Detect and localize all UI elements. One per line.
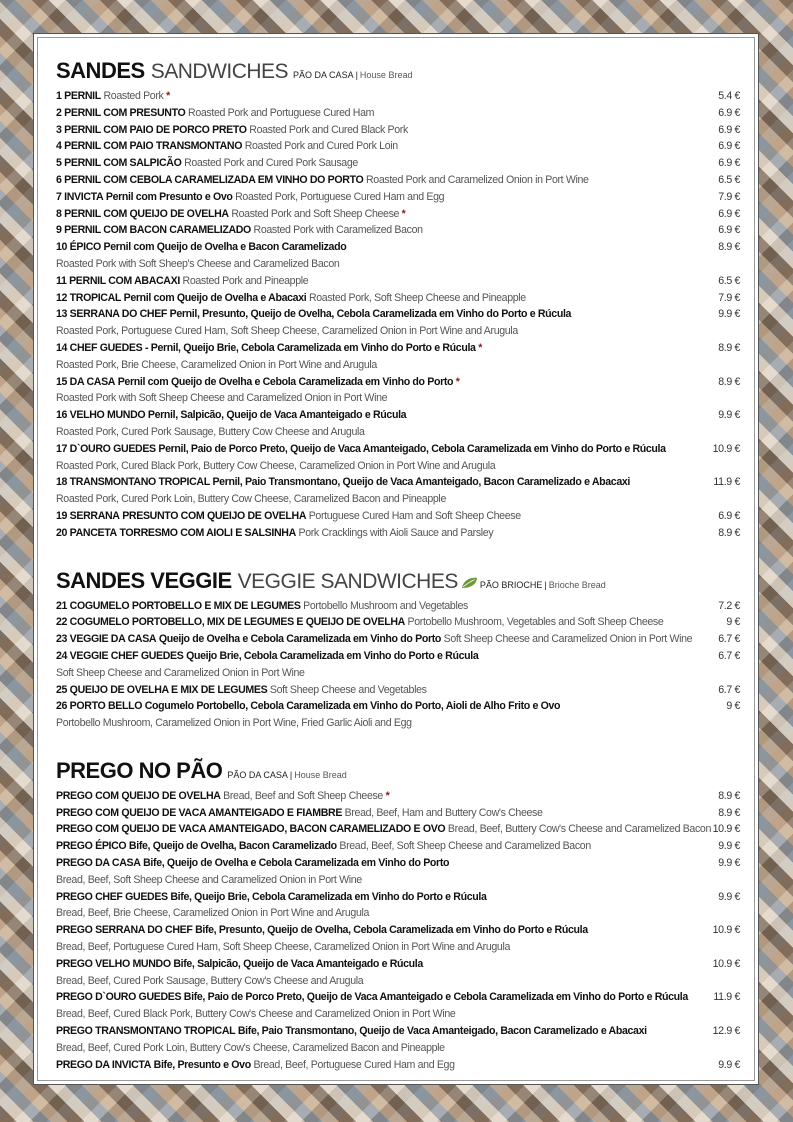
item-name: 14 CHEF GUEDES: [56, 341, 143, 354]
menu-item: [56, 682, 740, 699]
item-description-en: Bread, Beef and Soft Sheep Cheese: [223, 789, 383, 802]
menu-item: [56, 189, 740, 206]
item-name: PREGO SERRANA DO CHEF: [56, 924, 193, 937]
menu-item: [56, 631, 740, 648]
bread-type-pt: PÃO BRIOCHE: [479, 579, 543, 590]
item-description-pt: Bife, Paio Transmontano, Queijo de Vaca Amanteigado, Bacon Caramelizado e Abacaxi: [237, 1025, 647, 1038]
item-price: 10.9 €: [712, 957, 740, 970]
item-description-en: Roasted Pork with Soft Sheep Cheese and Caramelized Onion in Port Wine: [56, 392, 388, 405]
item-price: 6.7 €: [718, 649, 740, 662]
item-description-en: Bread, Beef, Cured Pork Sausage, Buttery Cow's Cheese and Arugula: [56, 974, 364, 987]
item-price: 7.9 €: [718, 291, 740, 304]
item-name: PREGO COM QUEIJO DE VACA AMANTEIGADO, BACON CARAMELIZADO E OVO: [56, 823, 446, 836]
menu-panel: [33, 33, 759, 1085]
item-list-sandes: [56, 88, 740, 542]
item-description-en: Bread, Beef, Soft Sheep Cheese and Caramelized Onion in Port Wine: [56, 873, 362, 886]
item-price: 9.9 €: [718, 1058, 740, 1071]
item-name: PREGO DA INVICTA: [56, 1058, 152, 1071]
menu-item: [56, 340, 740, 357]
item-price: 6.7 €: [718, 683, 740, 696]
item-name: PREGO ÉPICO: [56, 840, 127, 853]
item-name: 21 COGUMELO PORTOBELLO E MIX DE LEGUMES: [56, 599, 301, 612]
item-name: 6 PERNIL COM CEBOLA CARAMELIZADA EM VINHO DO PORTO: [56, 173, 364, 186]
menu-item: [56, 648, 740, 665]
item-description-pt: Pernil, Paio Transmontano, Queijo de Vaca Amanteigado, Bacon Caramelizado e Abacaxi: [212, 476, 631, 489]
item-name: 3 PERNIL COM PAIO DE PORCO PRETO: [56, 123, 247, 136]
item-price: 6.9 €: [718, 224, 740, 237]
item-name: 19 SERRANA: [56, 509, 120, 522]
item-name: 24 VEGGIE CHEF GUEDES: [56, 649, 184, 662]
menu-item: [56, 155, 740, 172]
item-description-en: Pork Cracklings with Aioli Sauce and Parsley: [298, 526, 494, 539]
item-price: 7.9 €: [718, 190, 740, 203]
item-price: 9 €: [726, 616, 740, 629]
item-description-pt: Pernil, Salpicão, Queijo de Vaca Amanteigado e Rúcula: [147, 409, 407, 422]
item-description-en: Bread, Beef, Portuguese Cured Ham and Egg: [253, 1058, 455, 1071]
menu-item: [56, 889, 740, 906]
item-description-en: Bread, Beef, Buttery Cow's Cheese and Caramelized Bacon: [447, 823, 711, 836]
item-name: 10 ÉPICO: [56, 241, 101, 254]
menu-item-text: [56, 631, 692, 648]
item-name: 2 PERNIL COM PRESUNTO: [56, 106, 186, 119]
item-description-en: Portobello Mushroom and Vegetables: [303, 599, 468, 612]
section-title-pt: PREGO NO PÃO: [56, 757, 223, 783]
item-description-en: Roasted Pork: [103, 90, 164, 102]
item-description-pt: Bife, Queijo de Ovelha e Cebola Caramelizada em Vinho do Porto: [143, 857, 450, 870]
item-description-en: Roasted Pork and Soft Sheep Cheese: [231, 207, 400, 220]
bread-type-en: Brioche Bread: [548, 579, 606, 590]
menu-item-text: [56, 189, 680, 206]
item-list-veggie: [56, 598, 740, 732]
item-description-pt: Pernil, Presunto, Queijo de Ovelha, Cebola Caramelizada em Vinho do Porto e Rúcula: [169, 308, 572, 321]
item-name: 17 D`OURO GUEDES: [56, 442, 156, 455]
star-marker: *: [455, 375, 460, 388]
item-description-pt: Bife, Paio de Porco Preto, Queijo de Vaca Amanteigado e Cebola Caramelizada em Vinho do Porto e Rúcula: [183, 991, 688, 1004]
menu-item: [56, 508, 740, 525]
section-header-prego: [56, 758, 740, 788]
item-name: PREGO TRANSMONTANO TROPICAL: [56, 1025, 236, 1038]
item-price: 12.9 €: [712, 1025, 740, 1038]
item-price: 8.9 €: [718, 341, 740, 354]
item-price: 9.9 €: [718, 840, 740, 853]
item-description-en: Roasted Pork, Cured Black Pork, Buttery Cow Cheese, Caramelized Onion in Port Wine and Arugula: [56, 459, 496, 472]
item-description-en: Roasted Pork and Pineapple: [182, 274, 309, 287]
item-description-en: Roasted Pork, Brie Cheese, Caramelized Onion in Port Wine and Arugula: [56, 358, 377, 371]
menu-item-text: [56, 273, 680, 290]
menu-item-text: [56, 407, 680, 424]
star-marker: *: [401, 207, 406, 220]
item-price: 6.9 €: [718, 157, 740, 170]
menu-item-text: [56, 989, 688, 1006]
section-header-veggie: [56, 568, 740, 598]
item-name: 18 TRANSMONTANO TROPICAL: [56, 476, 210, 489]
item-name: 8 PERNIL COM QUEIJO DE OVELHA: [56, 207, 229, 220]
item-price: 10.9 €: [712, 442, 740, 455]
item-description-pt: PRESUNTO COM QUEIJO DE OVELHA: [122, 509, 307, 522]
menu-item: [56, 698, 740, 715]
item-description-pt: - Pernil, Queijo Brie, Cebola Caramelizada em Vinho do Porto e Rúcula: [144, 341, 476, 354]
item-description-en: Roasted Pork and Cured Pork Loin: [244, 140, 398, 153]
item-description-en: Soft Sheep Cheese and Vegetables: [269, 683, 427, 696]
menu-item-text: [56, 222, 680, 239]
menu-item: [56, 206, 740, 223]
item-description-en: Portobello Mushroom, Vegetables and Soft Sheep Cheese: [407, 616, 664, 629]
menu-item-text: [56, 340, 680, 357]
item-name: 5 PERNIL COM SALPICÃO: [56, 157, 182, 170]
item-price: 10.9 €: [712, 823, 740, 836]
bread-type-en: House Bread: [359, 70, 413, 80]
leaf-icon: [461, 577, 478, 589]
star-marker: *: [478, 341, 482, 354]
item-name: 1 PERNIL: [56, 90, 101, 102]
section-gap: [56, 542, 740, 568]
menu-item: [56, 989, 740, 1006]
section-header-sandes: [56, 58, 740, 88]
item-description-pt: Pernil com Presunto e Ovo: [105, 190, 233, 203]
item-name: 4 PERNIL COM PAIO TRANSMONTANO: [56, 140, 243, 153]
menu-item-text: [56, 598, 680, 615]
menu-item: [56, 1023, 740, 1040]
menu-item: [56, 855, 740, 872]
item-description-en: Roasted Pork and Cured Pork Sausage: [184, 157, 358, 170]
menu-item-text: [56, 290, 680, 307]
menu-item: [56, 122, 740, 139]
item-description-en: Bread, Beef, Portuguese Cured Ham, Soft Sheep Cheese, Caramelized Onion in Port Wine and Arugula: [56, 941, 510, 954]
item-description-en: Bread, Beef, Brie Cheese, Caramelized Onion in Port Wine and Arugula: [56, 907, 370, 920]
menu-item: [56, 222, 740, 239]
menu-item: [56, 239, 740, 256]
menu-item-text: [56, 474, 680, 491]
menu-item: [56, 614, 740, 631]
item-name: PREGO VELHO MUNDO: [56, 957, 171, 970]
menu-item: [56, 273, 740, 290]
menu-item-text: [56, 122, 680, 139]
section-gap: [56, 732, 740, 758]
item-price: 8.9 €: [718, 375, 740, 388]
menu-item-text: [56, 838, 680, 855]
item-description-en: Portobello Mushroom, Caramelized Onion in Port Wine, Fried Garlic Aioli and Egg: [56, 717, 412, 730]
item-price: 6.9 €: [718, 106, 740, 119]
menu-item-text: [56, 1023, 680, 1040]
item-name: 15 DA CASA: [56, 375, 116, 388]
menu-item: [56, 138, 740, 155]
item-price: 10.9 €: [712, 924, 740, 937]
item-description-pt: Cogumelo Portobello, Cebola Caramelizada em Vinho do Porto, Aioli de Alho Frito e Ovo: [144, 700, 561, 713]
bread-type-en: House Bread: [294, 769, 347, 780]
menu-item-text: [56, 525, 680, 542]
item-description-pt: Bife, Presunto e Ovo: [153, 1058, 251, 1071]
menu-item-text: [56, 956, 680, 973]
item-description-en: Roasted Pork and Cured Black Pork: [249, 123, 408, 136]
item-name: 7 INVICTA: [56, 190, 104, 203]
item-name: 23 VEGGIE DA CASA: [56, 633, 157, 646]
item-price: 9.9 €: [718, 857, 740, 870]
menu-item: [56, 525, 740, 542]
star-marker: *: [385, 789, 390, 802]
menu-item: [56, 407, 740, 424]
item-description-pt: Queijo Brie, Cebola Caramelizada em Vinho do Porto e Rúcula: [186, 649, 479, 662]
bread-type-pt: PÃO DA CASA: [227, 769, 288, 780]
item-name: PREGO COM QUEIJO DE VACA AMANTEIGADO E FIAMBRE: [56, 806, 343, 819]
item-name: PREGO CHEF GUEDES: [56, 890, 168, 903]
menu-item: [56, 306, 740, 323]
item-description-en: Roasted Pork, Portuguese Cured Ham and Egg: [235, 190, 445, 203]
menu-item: [56, 788, 740, 805]
bread-separator: |: [355, 70, 358, 80]
menu-item-text: [56, 922, 680, 939]
star-marker: *: [166, 90, 170, 102]
item-price: 9.9 €: [718, 308, 740, 321]
item-description-pt: Bife, Queijo de Ovelha, Bacon Caramelizado: [128, 840, 337, 853]
item-description-en: Bread, Beef, Cured Pork Loin, Buttery Cow's Cheese, Caramelized Bacon and Pineapple: [56, 1041, 445, 1054]
item-price: 8.9 €: [718, 526, 740, 539]
menu-item: [56, 172, 740, 189]
item-price: 8.9 €: [718, 806, 740, 819]
bread-type-pt: PÃO DA CASA: [293, 70, 354, 80]
menu-item-text: [56, 1057, 680, 1074]
menu-item: [56, 1057, 740, 1074]
menu-content: [56, 58, 740, 1073]
menu-item-text: [56, 682, 680, 699]
menu-item-text: [56, 614, 680, 631]
menu-item: [56, 922, 740, 939]
item-price: 5.4 €: [718, 90, 740, 102]
item-price: 6.5 €: [718, 274, 740, 287]
menu-item-text: [56, 441, 680, 458]
bread-separator: |: [544, 579, 547, 590]
item-description-pt: Pernil com Queijo de Ovelha e Abacaxi: [123, 291, 307, 304]
menu-item: [56, 441, 740, 458]
item-name: 20 PANCETA: [56, 526, 117, 539]
item-description-pt: Pernil com Queijo de Ovelha e Bacon Caramelizado: [103, 241, 347, 254]
menu-item-text: [56, 306, 680, 323]
menu-item-text: [56, 206, 680, 223]
item-description-pt: Bife, Presunto, Queijo de Ovelha, Cebola Caramelizada em Vinho do Porto e Rúcula: [195, 924, 588, 937]
menu-item-text: [56, 239, 680, 256]
item-name: 9 PERNIL COM BACON CARAMELIZADO: [56, 224, 251, 237]
item-price: 8.9 €: [718, 241, 740, 254]
item-price: 6.5 €: [718, 173, 740, 186]
item-price: 6.9 €: [718, 140, 740, 153]
section-title-pt: SANDES VEGGIE: [56, 567, 232, 593]
menu-item-text: [56, 88, 680, 105]
menu-item: [56, 805, 740, 822]
item-description-pt: Queijo de Ovelha e Cebola Caramelizada em Vinho do Porto: [158, 633, 442, 646]
menu-item-text: [56, 788, 680, 805]
item-list-prego: [56, 788, 740, 1074]
item-description-en: Bread, Beef, Ham and Buttery Cow's Cheese: [344, 806, 543, 819]
item-description-pt: Pernil, Paio de Porco Preto, Queijo de Vaca Amanteigado, Cebola Caramelizada em Vinho do Porto e Rúcula: [158, 442, 666, 455]
bread-separator: |: [289, 769, 293, 780]
item-name: 12 TROPICAL: [56, 291, 122, 304]
menu-item-text: [56, 698, 680, 715]
menu-item: [56, 105, 740, 122]
item-name: 26 PORTO BELLO: [56, 700, 143, 713]
menu-item: [56, 598, 740, 615]
menu-item-text: [56, 508, 680, 525]
item-price: 11.9 €: [713, 991, 740, 1004]
item-description-en: Roasted Pork, Portuguese Cured Ham, Soft Sheep Cheese, Caramelized Onion in Port Wine and Arugula: [56, 325, 518, 338]
menu-item: [56, 474, 740, 491]
item-description-en: Portuguese Cured Ham and Soft Sheep Cheese: [308, 509, 521, 522]
item-price: 6.9 €: [718, 509, 740, 522]
item-description-en: Roasted Pork, Soft Sheep Cheese and Pineapple: [308, 291, 526, 304]
menu-item-text: [56, 105, 680, 122]
item-description-en: Roasted Pork with Caramelized Bacon: [253, 224, 423, 237]
item-description-en: Roasted Pork with Soft Sheep's Cheese and Caramelized Bacon: [56, 257, 340, 270]
menu-item: [56, 88, 740, 105]
item-name: PREGO DA CASA: [56, 857, 141, 870]
item-description-en: Roasted Pork and Caramelized Onion in Port Wine: [365, 173, 589, 186]
item-name: PREGO D`OURO GUEDES: [56, 991, 182, 1004]
item-description-pt: Pernil com Queijo de Ovelha e Cebola Caramelizada em Vinho do Porto: [117, 375, 454, 388]
item-price: 6.9 €: [718, 207, 740, 220]
item-price: 9.9 €: [718, 409, 740, 422]
item-price: 11.9 €: [713, 476, 740, 489]
item-name: 13 SERRANA DO CHEF: [56, 308, 168, 321]
item-description-en: Soft Sheep Cheese and Caramelized Onion in Port Wine: [56, 666, 305, 679]
menu-item: [56, 290, 740, 307]
item-name: PREGO COM QUEIJO DE OVELHA: [56, 789, 221, 802]
item-description-en: Roasted Pork, Cured Pork Sausage, Buttery Cow Cheese and Arugula: [56, 425, 365, 438]
menu-item-text: [56, 805, 680, 822]
item-name: 16 VELHO MUNDO: [56, 409, 146, 422]
menu-item-text: [56, 648, 680, 665]
item-price: 8.9 €: [718, 789, 740, 802]
item-price: 6.7 €: [718, 633, 740, 646]
menu-item: [56, 821, 740, 838]
item-name: 22 COGUMELO PORTOBELLO, MIX DE LEGUMES E QUEIJO DE OVELHA: [56, 616, 405, 629]
item-name: 25 QUEIJO DE OVELHA E MIX DE LEGUMES: [56, 683, 268, 696]
item-description-en: Soft Sheep Cheese and Caramelized Onion in Port Wine: [443, 633, 693, 646]
menu-item-text: [56, 155, 680, 172]
menu-item-text: [56, 172, 680, 189]
menu-item-text: [56, 821, 711, 838]
menu-item-text: [56, 138, 680, 155]
menu-item: [56, 374, 740, 391]
item-description-en: Bread, Beef, Cured Black Pork, Buttery Cow's Cheese and Caramelized Onion in Port Wine: [56, 1008, 456, 1021]
item-description-en: Roasted Pork, Cured Pork Loin, Buttery Cow Cheese, Caramelized Bacon and Pineapple: [56, 493, 446, 506]
item-price: 9 €: [726, 700, 740, 713]
section-title-en: VEGGIE SANDWICHES: [237, 569, 458, 593]
section-title-pt: SANDES: [56, 58, 145, 83]
menu-item-text: [56, 889, 680, 906]
menu-item-text: [56, 374, 680, 391]
item-description-en: Bread, Beef, Soft Sheep Cheese and Caramelized Bacon: [339, 840, 591, 853]
item-description-pt: Bife, Queijo Brie, Cebola Caramelizada em Vinho do Porto e Rúcula: [170, 890, 487, 903]
menu-item-text: [56, 855, 680, 872]
menu-item: [56, 956, 740, 973]
item-price: 6.9 €: [718, 123, 740, 136]
menu-item: [56, 838, 740, 855]
item-description-pt: Bife, Salpicão, Queijo de Vaca Amanteigado e Rúcula: [173, 957, 423, 970]
section-title-en: SANDWICHES: [150, 60, 289, 83]
item-description-en: Roasted Pork and Portuguese Cured Ham: [188, 106, 375, 119]
item-name: 11 PERNIL COM ABACAXI: [56, 274, 180, 287]
item-description-pt: TORRESMO COM AIOLI E SALSINHA: [119, 526, 296, 539]
item-price: 9.9 €: [718, 890, 740, 903]
item-price: 7.2 €: [718, 599, 740, 612]
